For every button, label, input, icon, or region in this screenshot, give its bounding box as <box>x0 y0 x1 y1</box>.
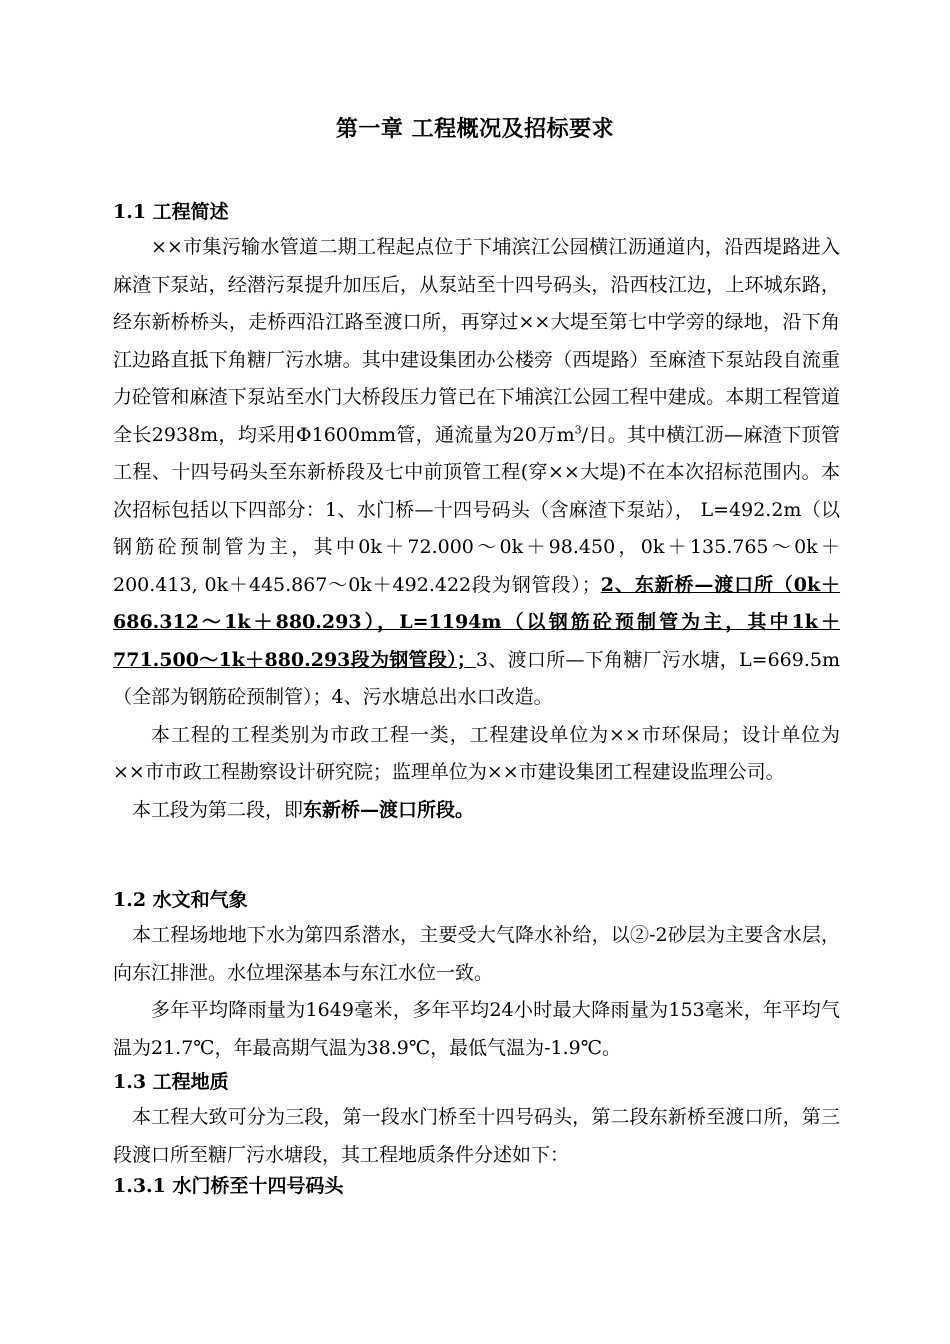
section-scope-text: 本工段为第二段，即 <box>132 798 304 821</box>
overview-text-c: 3、渡口所—下角糖厂污水塘，L=669.5m（全部为钢筋砼预制管）；4、污水塘总出水口改造。 <box>113 648 840 708</box>
section-1-1-body <box>113 229 840 829</box>
overview-text-a: ××市集污输水管道二期工程起点位于下埔滨江公园横江沥通道内，沿西堤路进入麻渣下泵站，经潜污泵提升加压后，从泵站至十四号码头，沿西枝江边，上环城东路，经东新桥桥头，走桥西沿江路至渡口所，再穿过××大堤至第七中学旁的绿地，沿下角江边路直抵下角糖厂污水塘。其中建设集团办公楼旁（西堤路）至麻渣下泵站段自流重力砼管和麻渣下泵站至水门大桥段压力管已在下埔滨江公园工程中建成。本期工程管道全长2938m，均采用Φ1600mm管，通流量为20万m <box>113 236 840 446</box>
overview-text-b: /日。其中横江沥—麻渣下顶管工程、十四号码头至东新桥段及七中前顶管工程(穿××大堤)不在本次招标范围内。本次招标包括以下四部分：1、水门桥—十四号码头（含麻渣下泵站）， L=492.2m（以钢筋砼预制管为主，其中0k＋72.000～0k＋98.450，0k＋135.765～0k＋200.413, 0k＋445.867～0k＋492.422段为钢管段）； <box>113 423 841 596</box>
section-1-3-body <box>113 1099 840 1174</box>
section-1-3-heading: 1.3 工程地质 <box>113 1071 229 1093</box>
section-1-3-1-heading: 1.3.1 水门桥至十四号码头 <box>113 1175 344 1197</box>
section-scope-emphasis: 东新桥—渡口所段。 <box>303 798 475 821</box>
section-1-2-heading: 1.2 水文和气象 <box>113 889 248 911</box>
geology-paragraph: 本工程大致可分为三段，第一段水门桥至十四号码头，第二段东新桥至渡口所，第三段渡口所至糖厂污水塘段，其工程地质条件分述如下： <box>113 1106 840 1166</box>
groundwater-paragraph: 本工程场地地下水为第四系潜水，主要受大气降水补给，以②-2砂层为主要含水层，向东江排泄。水位埋深基本与东江水位一致。 <box>113 924 840 984</box>
section-1-1-heading: 1.1 工程简述 <box>113 201 229 223</box>
section-1-2-body <box>113 917 840 1067</box>
overview-paragraph <box>113 229 840 717</box>
parties-paragraph: 本工程的工程类别为市政工程一类，工程建设单位为××市环保局；设计单位为××市市政工程勘察设计研究院；监理单位为××市建设集团工程建设监理公司。 <box>113 723 840 783</box>
chapter-title: 第一章 工程概况及招标要求 <box>335 116 615 142</box>
climate-paragraph: 多年平均降雨量为1649毫米，多年平均24小时最大降雨量为153毫米，年平均气温为21.7℃，年最高期气温为38.9℃，最低气温为-1.9℃。 <box>113 999 840 1059</box>
section-scope-paragraph <box>113 792 840 830</box>
overview-bid-part-2-emphasis: 2、东新桥—渡口所（0k＋686.312～1k＋880.293），L=1194m（以钢筋砼预制管为主，其中1k＋771.500～1k＋880.293段为钢管段）； <box>113 573 841 671</box>
cubic-superscript: 3 <box>574 423 582 437</box>
